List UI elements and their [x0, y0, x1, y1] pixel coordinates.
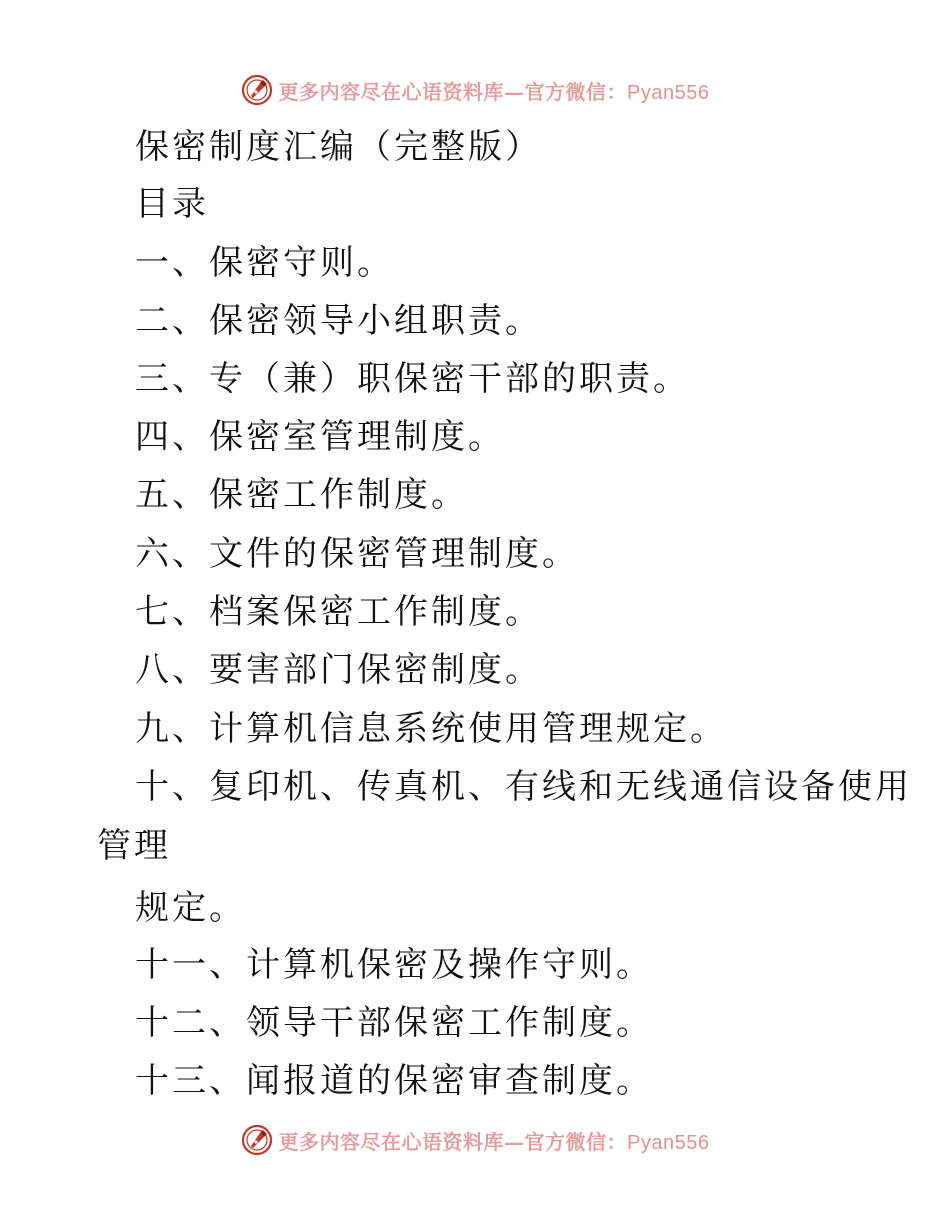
- toc-item: 四、保密室管理制度。: [135, 417, 505, 457]
- footer-banner-text: 更多内容尽在心语资料库—官方微信：Pyan556: [278, 1129, 710, 1154]
- toc-item: 十、复印机、传真机、有线和无线通信设备使用: [135, 767, 912, 807]
- pen-nib-logo-icon: [241, 1124, 273, 1156]
- toc-item-continuation: 管理: [97, 826, 171, 866]
- toc-item: 十三、闻报道的保密审查制度。: [135, 1061, 653, 1101]
- toc-item: 三、专（兼）职保密干部的职责。: [135, 359, 690, 399]
- toc-item: 六、文件的保密管理制度。: [135, 534, 579, 574]
- toc-item: 十一、计算机保密及操作守则。: [135, 945, 653, 985]
- footer-banner: [0, 1120, 950, 1160]
- header-banner: [0, 70, 950, 110]
- pen-nib-logo-icon: [241, 74, 273, 106]
- toc-item: 一、保密守则。: [135, 243, 394, 283]
- toc-item: 十二、领导干部保密工作制度。: [135, 1003, 653, 1043]
- toc-item: 八、要害部门保密制度。: [135, 650, 542, 690]
- toc-item: 七、档案保密工作制度。: [135, 592, 542, 632]
- toc-item: 二、保密领导小组职责。: [135, 301, 542, 341]
- toc-item: 九、计算机信息系统使用管理规定。: [135, 709, 727, 749]
- toc-item: 五、保密工作制度。: [135, 475, 468, 515]
- toc-heading: 目录: [135, 184, 209, 224]
- toc-item-continuation: 规定。: [135, 888, 246, 928]
- header-banner-text: 更多内容尽在心语资料库—官方微信：Pyan556: [278, 79, 710, 104]
- document-title: 保密制度汇编（完整版）: [135, 127, 542, 167]
